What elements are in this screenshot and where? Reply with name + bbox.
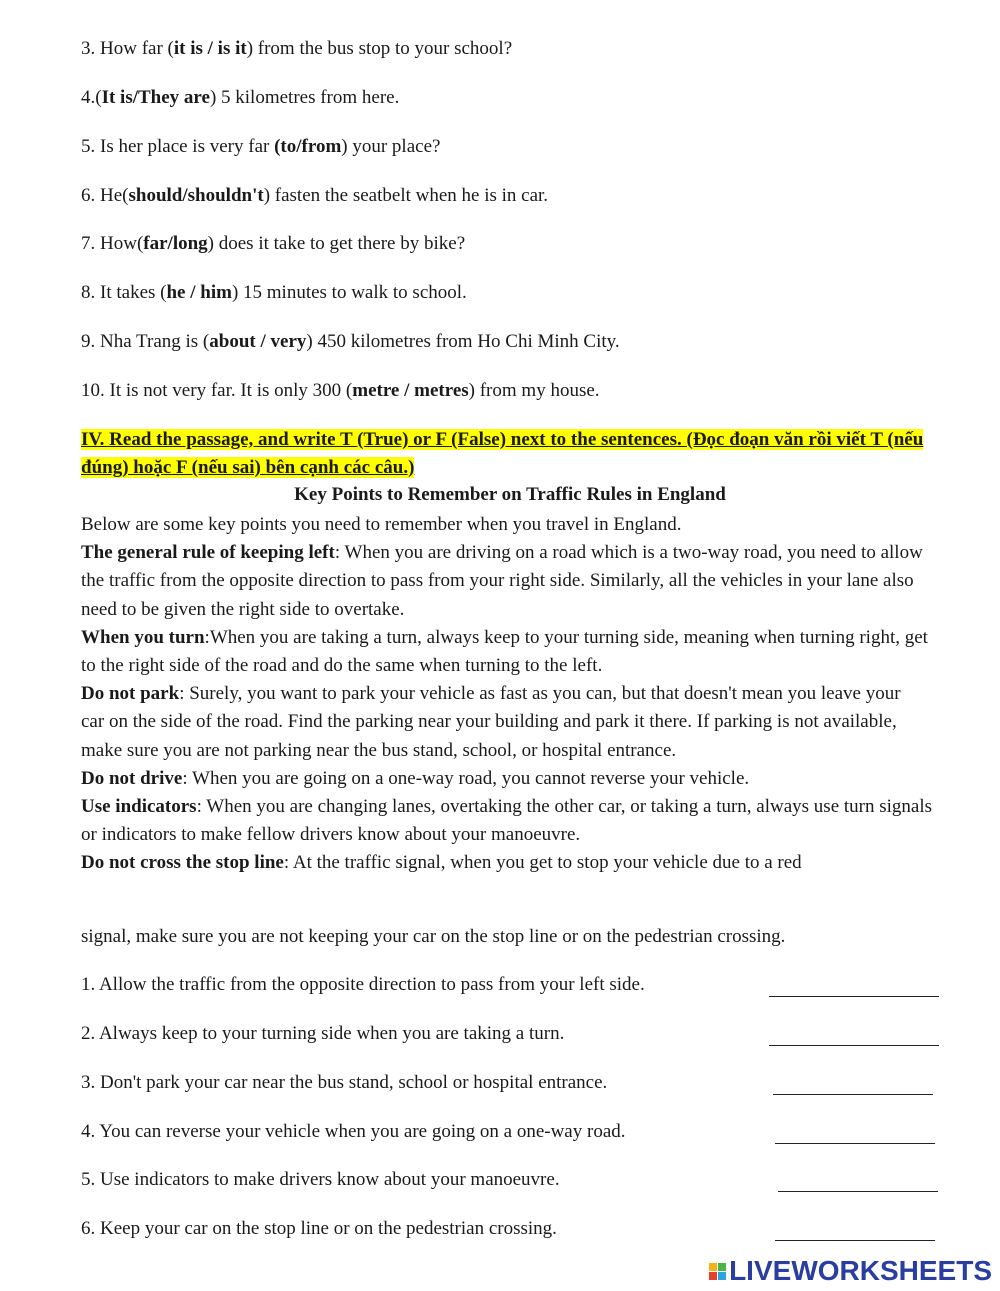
exercise-item: 5. Is her place is very far (to/from) your place? <box>81 136 441 157</box>
rule-paragraph: Do not park: Surely, you want to park your vehicle as fast as you can, but that doesn't mean you leave your car on the side of the road. Find the parking near your building and park it there. If parking is not available, make sure you are not parking near the bus stand, school, or hospital entrance. <box>81 683 901 761</box>
logo-icon <box>709 1263 726 1280</box>
answer-blank[interactable] <box>775 1239 935 1241</box>
tf-question: 1. Allow the traffic from the opposite direction to pass from your left side. <box>81 974 645 995</box>
answer-blank[interactable] <box>769 995 939 997</box>
exercise-item: 4.(It is/They are) 5 kilometres from here. <box>81 87 400 108</box>
passage-title: Key Points to Remember on Traffic Rules in England <box>294 484 726 505</box>
liveworksheets-logo <box>709 1255 992 1287</box>
tf-question: 3. Don't park your car near the bus stand, school or hospital entrance. <box>81 1072 608 1093</box>
tf-question: 2. Always keep to your turning side when you are taking a turn. <box>81 1023 565 1044</box>
logo-text: LIVEWORKSHEETS <box>729 1255 992 1286</box>
rule-paragraph: Do not drive: When you are going on a one-way road, you cannot reverse your vehicle. <box>81 767 750 789</box>
exercise-item: 9. Nha Trang is (about / very) 450 kilometres from Ho Chi Minh City. <box>81 331 620 352</box>
rule-paragraph: The general rule of keeping left: When you are driving on a road which is a two-way road, you need to allow the traffic from the opposite direction to pass from your right side. Similarly, all the vehicles in your lane also need to be given the right side to overtake. <box>81 542 923 620</box>
section-heading: IV. Read the passage, and write T (True) or F (False) next to the sentences. (Đọc đoạn văn rồi viết T (nếu đúng) hoặc F (nếu sai) bên cạnh các câu.) <box>81 429 924 478</box>
passage <box>81 511 941 878</box>
passage-continuation: signal, make sure you are not keeping your car on the stop line or on the pedestrian crossing. <box>81 926 786 947</box>
exercise-item: 6. He(should/shouldn't) fasten the seatbelt when he is in car. <box>81 185 549 206</box>
answer-blank[interactable] <box>775 1142 935 1144</box>
rule-paragraph: Use indicators: When you are changing lanes, overtaking the other car, or taking a turn, always use turn signals or indicators to make fellow drivers know about your manoeuvre. <box>81 796 933 846</box>
answer-blank[interactable] <box>778 1190 938 1192</box>
answer-blank[interactable] <box>769 1044 939 1046</box>
tf-question: 5. Use indicators to make drivers know about your manoeuvre. <box>81 1169 560 1190</box>
exercise-item: 8. It takes (he / him) 15 minutes to walk to school. <box>81 282 467 303</box>
exercise-item: 3. How far (it is / is it) from the bus stop to your school? <box>81 38 513 59</box>
passage-intro: Below are some key points you need to remember when you travel in England. <box>81 514 682 535</box>
rule-paragraph: When you turn:When you are taking a turn, always keep to your turning side, meaning when turning right, get to the right side of the road and do the same when turning to the left. <box>81 626 928 677</box>
tf-question: 4. You can reverse your vehicle when you are going on a one-way road. <box>81 1121 626 1142</box>
answer-blank[interactable] <box>773 1093 933 1095</box>
exercise-item: 10. It is not very far. It is only 300 (metre / metres) from my house. <box>81 380 600 401</box>
rule-paragraph: Do not cross the stop line: At the traffic signal, when you get to stop your vehicle due to a red <box>81 852 802 874</box>
tf-question: 6. Keep your car on the stop line or on the pedestrian crossing. <box>81 1218 557 1239</box>
exercise-item: 7. How(far/long) does it take to get there by bike? <box>81 233 466 254</box>
